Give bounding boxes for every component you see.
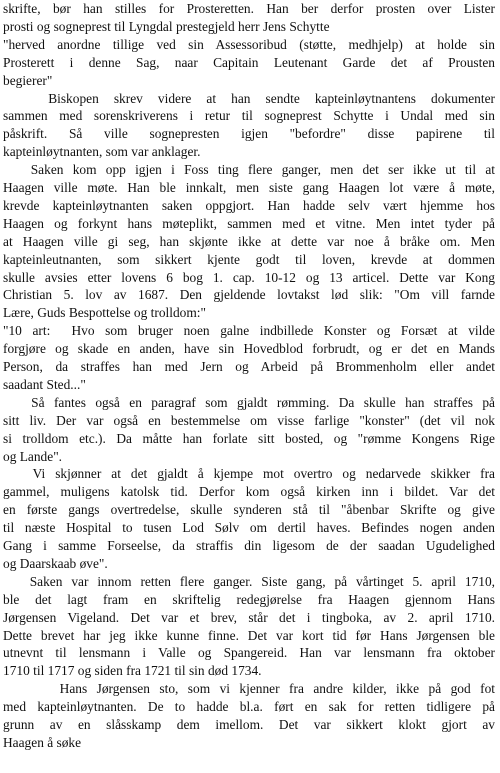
text-line: "herved anordne tillige ved sin Assessoribud (støtte, medhjelp) at holde sin (3, 36, 495, 52)
text-line: skrifte, bør han stilles for Prosteretten. Han ber derfor prosten over Lister (3, 1, 495, 16)
text-line: saadant Sted..." (3, 376, 86, 392)
text-line: Jørgensen Vigeland. Det var et brev, står det i tingboka, av 2. april 1710. (3, 609, 495, 625)
text-line: si trolldom etc.). Da måtte han forlate sitt bosted, og "rømme Kongens Rige (3, 430, 495, 446)
text-line: med kapteinløytnanten. De to hadde bl.a. ført en sak for retten tidligere på (3, 699, 495, 715)
text-line: Prosterett i denne Sag, naar Capitain Leutenant Garde det af Prousten (3, 54, 495, 70)
text-line: at Haagen ville gi seg, han skjønte ikke at dette var noe å bråke om. Men (3, 233, 495, 249)
text-line: Biskopen skrev videre at han sendte kapteinløytnantens dokumenter (3, 90, 495, 106)
text-line: forgjøre og skade en anden, have sin Hovedblod forbrudt, og er det en Mands (3, 341, 495, 357)
text-line: kapteinleutnanten, som sikkert kjente godt til loven, krevde at dommen (3, 251, 495, 267)
text-line: prosti og sogneprest til Lyngdal prestegjeld herr Jens Schytte (3, 18, 330, 34)
text-line: 1710 til 1717 og siden fra 1721 til sin død 1734. (3, 663, 262, 679)
text-line: sitt liv. Der var også en bestemmelse om visse farlige "konster" (det vil nok (3, 412, 495, 428)
text-line: "10 art: Hvo som bruger noen galne indbillede Konster og Forsæt at vilde (3, 323, 495, 339)
text-line: Person, da straffes han med Jern og Arbeid på Brommenholm eller andet (3, 359, 495, 374)
text-line: Saken kom opp igjen i Foss ting flere ganger, men det ser ikke ut til at (3, 162, 495, 178)
text-line: Saken var innom retten flere ganger. Siste gang, på vårtinget 5. april 1710, (3, 573, 495, 589)
text-line: grunn av en slåsskamp dem imellom. Det var sikkert klokt gjort av (3, 717, 495, 732)
text-line: og Lande". (3, 448, 63, 464)
text-line: krevde kapteinløytnanten saken oppgjort. Han hadde selv vært hjemme hos (3, 197, 495, 213)
text-line: Så fantes også en paragraf som gjaldt rømming. Da skulle han straffes på (3, 394, 495, 410)
text-line: en første gangs overtredelse, skulle synderen stå til "åbenbar Skrifte og give (3, 502, 495, 518)
text-line: og Daarskaab øve". (3, 555, 108, 571)
text-line: Vi skjønner at det gjaldt å kjempe mot overtro og nedarvede skikker fra (3, 466, 495, 482)
text-line: gammel, muligens katolsk tid. Derfor kom også kirken inn i bildet. Var det (3, 484, 495, 500)
text-line: utnevnt til lensmann i Valle og Spangereid. Han var lensmann fra oktober (3, 645, 495, 661)
text-line: Gang i samme Forseelse, da straffis din ligesom de der saadan Ugudelighed (3, 538, 495, 553)
text-line: begierer" (3, 72, 53, 88)
text-line: ble det lagt fram en skriftelig redegjørelse fra Haagen gjennom Hans (3, 591, 495, 607)
text-line: skulle avsies etter lovens 6 bog 1. cap. 10-12 og 13 articel. Dette var Kong (3, 269, 495, 285)
text-line: Hans Jørgensen sto, som vi kjenner fra andre kilder, ikke på god fot (3, 681, 495, 697)
text-line: til næste Hospital to tusen Lod Sølv om dertil haves. Befindes nogen anden (3, 520, 495, 536)
text-line: sammen med sorenskriverens i retur til sogneprest Schytte i Undal med sin (3, 108, 495, 124)
text-line: Haagen og forkynt hans møteplikt, sammen med et vitne. Men intet tyder på (3, 215, 495, 231)
text-line: Dette brevet har jeg ikke kunne finne. Det var kort tid før Hans Jørgensen ble (3, 627, 495, 643)
text-line: Haagen å søke (3, 734, 82, 750)
text-line: Christian 5. lov av 1687. Den gjeldende lovtakst lød slik: "Om vill farnde (3, 287, 495, 303)
text-line: Lære, Guds Bespottelse og trolldom:" (3, 305, 206, 321)
text-line: Haagen ville møte. Han ble innkalt, men siste gang Haagen lot være å møte, (3, 180, 495, 195)
text-line: kapteinløytnanten, som var anklager. (3, 144, 201, 160)
text-line: påskrift. Så ville sogneprestеn igjen "befordre" disse papirene til (3, 126, 495, 142)
